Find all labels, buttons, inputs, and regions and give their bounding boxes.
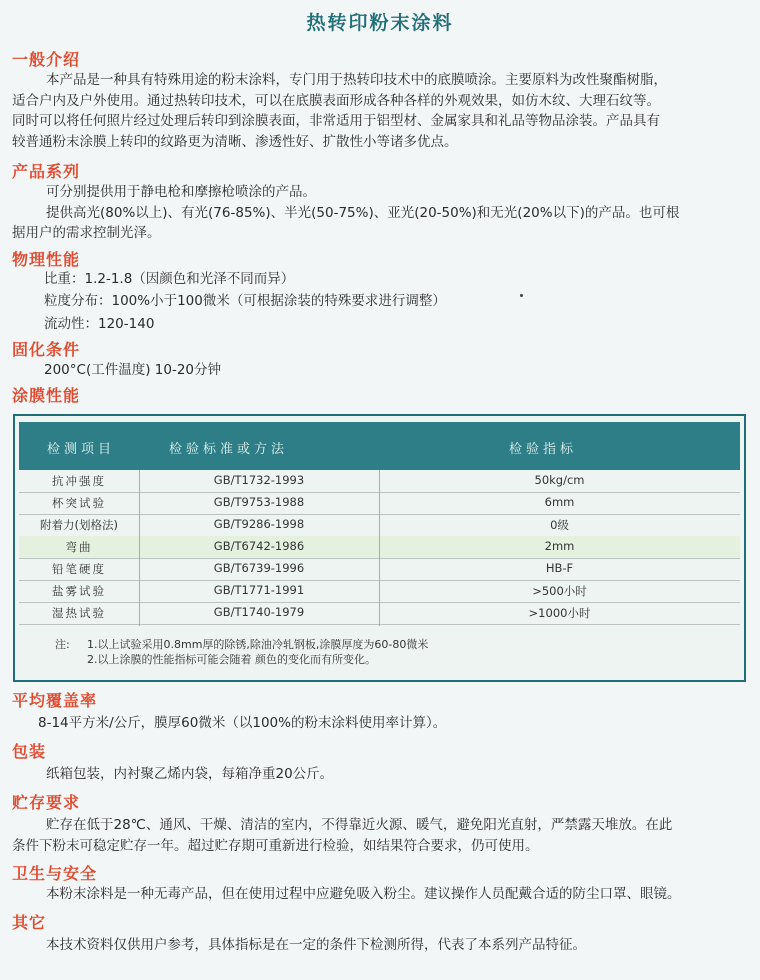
cell-value: >500小时: [532, 584, 587, 598]
column-divider: [379, 470, 380, 626]
cell-standard: GB/T1732-1993: [213, 473, 305, 487]
cell-standard: GB/T9753-1988: [213, 495, 305, 509]
header-test-item: 检测项目: [47, 442, 116, 457]
cell-item: 抗冲强度: [52, 474, 106, 488]
physical-flowability: 流动性：120-140: [44, 316, 155, 332]
cell-item: 弯曲: [65, 540, 93, 554]
safety-paragraph: [12, 884, 750, 905]
physical-gravity: 比重：1.2-1.8（因颜色和光泽不同而异）: [44, 271, 295, 287]
cell-item: 铅笔硬度: [52, 562, 106, 576]
intro-paragraph: [12, 70, 750, 152]
note-item: 1.以上试验采用0.8mm厚的除锈,除油冷轧钢板,涂膜厚度为60-80微米: [87, 638, 429, 651]
physical-particle-size: 粒度分布：100%小于100微米（可根据涂装的特殊要求进行调整）: [44, 293, 446, 309]
table-header: [19, 422, 740, 470]
cell-item: 附着力(划格法): [40, 518, 118, 532]
section-heading-other: 其它: [12, 913, 47, 932]
storage-line: 贮存在低于28℃、通风、干燥、清洁的室内，不得靠近火源、暖气，避免阳光直射，严禁露天堆放。在此: [46, 817, 673, 833]
cell-standard: GB/T6742-1986: [213, 539, 305, 553]
series-line: 提供高光(80%以上)、有光(76-85%)、半光(50-75%)、亚光(20-50%)和无光(20%以下)的产品。也可根: [46, 204, 680, 221]
series-paragraph: [12, 182, 750, 244]
intro-line: 本产品是一种具有特殊用途的粉末涂料，专门用于热转印技术中的底膜喷涂。主要原料为改性聚酯树脂，: [46, 72, 667, 88]
section-heading-storage: 贮存要求: [12, 793, 81, 812]
series-line: 据用户的需求控制光泽。: [12, 225, 161, 241]
cell-standard: GB/T9286-1998: [213, 517, 305, 531]
cell-value: 6mm: [544, 495, 575, 509]
page-title: 热转印粉末涂料: [306, 12, 454, 34]
section-heading-cure: 固化条件: [12, 340, 81, 359]
packing-line: 纸箱包装，内衬聚乙烯内袋，每箱净重20公斤。: [46, 766, 334, 782]
cell-value: 50kg/cm: [534, 473, 585, 487]
series-line: 可分别提供用于静电枪和摩擦枪喷涂的产品。: [46, 184, 316, 200]
section-heading-intro: 一般介绍: [12, 50, 81, 69]
cell-standard: GB/T1740-1979: [213, 605, 305, 619]
coverage-line: 8-14平方米/公斤，膜厚60微米（以100%的粉末涂料使用率计算）。: [38, 715, 447, 731]
header-standard: 检验标准或方法: [169, 442, 289, 457]
speck: [520, 294, 523, 297]
storage-paragraph: [12, 815, 750, 856]
notes-label: 注:: [55, 638, 70, 651]
column-divider: [139, 470, 140, 626]
safety-line: 本粉末涂料是一种无毒产品，但在使用过程中应避免吸入粉尘。建议操作人员配戴合适的防尘口罩、眼镜。: [46, 886, 681, 902]
section-heading-film: 涂膜性能: [12, 386, 81, 405]
cell-item: 杯突试验: [52, 496, 106, 510]
cell-value: HB-F: [545, 561, 574, 575]
intro-line: 较普通粉末涂膜上转印的纹路更为清晰、渗透性好、扩散性小等诸多优点。: [12, 133, 458, 150]
cell-value: >1000小时: [528, 606, 591, 620]
cell-value: 0级: [550, 518, 569, 532]
cell-standard: GB/T1771-1991: [213, 583, 305, 597]
note-item: 2.以上涂膜的性能指标可能会随着 颜色的变化而有所变化。: [87, 653, 376, 666]
section-heading-series: 产品系列: [12, 162, 81, 181]
cell-value: 2mm: [544, 539, 575, 553]
header-index: 检验指标: [509, 442, 578, 457]
intro-line: 同时可以将任何照片经过处理后转印到涂膜表面，非常适用于铝型材、金属家具和礼品等物品涂装。产品具有: [12, 113, 660, 129]
other-paragraph: [12, 935, 750, 956]
cell-standard: GB/T6739-1996: [213, 561, 305, 575]
cell-item: 盐雾试验: [52, 584, 106, 598]
section-heading-coverage: 平均覆盖率: [12, 691, 98, 710]
section-heading-physical: 物理性能: [12, 250, 81, 269]
section-heading-safety: 卫生与安全: [12, 864, 98, 883]
intro-line: 适合户内及户外使用。通过热转印技术，可以在底膜表面形成各种各样的外观效果，如仿木纹、大理石纹等。: [12, 92, 660, 109]
cell-item: 湿热试验: [52, 606, 106, 620]
cure-condition: 200°C(工件温度) 10-20分钟: [44, 362, 221, 378]
section-heading-packing: 包装: [12, 742, 47, 761]
film-properties-table: [13, 414, 746, 682]
storage-line: 条件下粉末可稳定贮存一年。超过贮存期可重新进行检验，如结果符合要求，仍可使用。: [12, 837, 539, 854]
other-line: 本技术资料仅供用户参考，具体指标是在一定的条件下检测所得，代表了本系列产品特征。: [46, 937, 586, 953]
